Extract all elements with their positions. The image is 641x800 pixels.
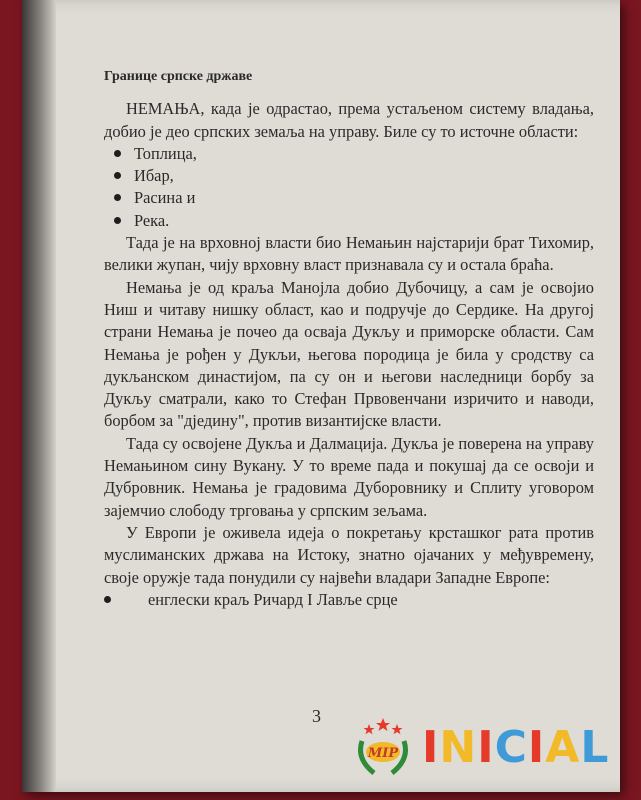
bullet-icon bbox=[114, 172, 121, 179]
bullet-icon bbox=[104, 596, 111, 603]
brand-letter: L bbox=[580, 722, 610, 773]
list-item: Река. bbox=[104, 210, 594, 232]
inicial-wordmark bbox=[422, 723, 609, 773]
list-item: енглески краљ Ричард I Лавље срце bbox=[104, 589, 594, 611]
bullet-icon bbox=[114, 150, 121, 157]
laurel-emblem-icon bbox=[352, 715, 414, 781]
inicial-logo bbox=[352, 715, 622, 785]
paragraph: Немања је од краља Манојла добио Дубочицу, а сам је освојио Ниш и читаву нишку област, као и подручје до Сердике. На другој страни Немања је почео да осваја Дукљу и приморске области. Сам Немања је рођен у Дукљи, његова породица је била у сродству са дукљанском династијом, па су он и његови наследници борбу за Дукљу сматрали, како то Стефан Првовенчани изричито и наводи, борбом за "дједину", против византијске власти. bbox=[104, 277, 594, 431]
brand-letter: A bbox=[545, 722, 581, 773]
brand-letter: I bbox=[477, 722, 495, 773]
list-item: Ибар, bbox=[104, 165, 594, 187]
rulers-list bbox=[104, 589, 594, 611]
paragraph: Тада је на врховној власти био Немањин најстарији брат Тихомир, велики жупан, чију врховну власт признавала су и остала браћа. bbox=[104, 233, 594, 275]
brand-letter: I bbox=[422, 722, 440, 773]
page-content bbox=[104, 66, 594, 611]
brand-letter: N bbox=[439, 722, 478, 773]
list-item: Топлица, bbox=[104, 143, 594, 165]
list-item: Расина и bbox=[104, 187, 594, 209]
paragraph: Тада су освојене Дукља и Далмација. Дукља је поверена на управу Немањином сину Вукану. У то време пада и покушај да се освоји и Дубровник. Немања је градовима Дуборовнику и Сплиту уговором зајемчио слободу трговања у српским зељама. bbox=[104, 433, 594, 520]
page-number: 3 bbox=[312, 706, 321, 726]
brand-letter: C bbox=[494, 722, 528, 773]
regions-list bbox=[104, 143, 594, 232]
paragraph: У Европи је оживела идеја о покретању крсташког рата против муслиманских држава на Истоку, знатно ојачаних у међувремену, своје оружје тада понудили су највећи владари Западне Европе: bbox=[104, 522, 594, 587]
intro-paragraph: НЕМАЊА, када је одрастао, према устаљеном систему владања, добио је део српских земаља на управу. Биле су то источне области: bbox=[104, 99, 594, 141]
page-binding-edge bbox=[22, 0, 56, 792]
brand-letter: I bbox=[527, 722, 546, 773]
bullet-icon bbox=[114, 194, 121, 201]
svg-text:MIP: MIP bbox=[367, 746, 399, 761]
section-heading: Границе српске државе bbox=[104, 69, 253, 84]
bullet-icon bbox=[114, 217, 121, 224]
book-page bbox=[22, 0, 620, 792]
